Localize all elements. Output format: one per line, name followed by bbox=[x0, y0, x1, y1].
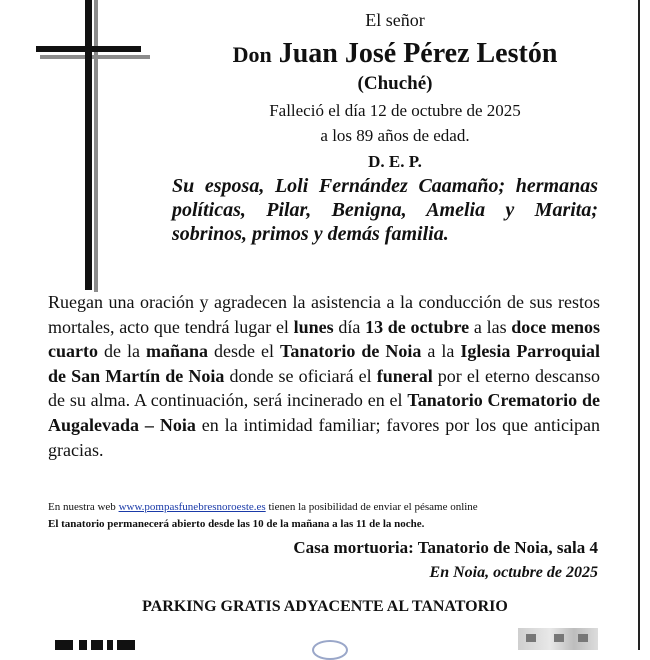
web-note-suffix: tienen la posibilidad de enviar el pésame online bbox=[265, 501, 478, 513]
opening-hours-note: El tanatorio permanecerá abierto desde las 10 de la mañana a las 11 de la noche. bbox=[48, 518, 425, 530]
body-run: Ruegan una oración y agradecen la asistencia a la conducción de sus restos mortales, acto que tendrá lugar el bbox=[48, 292, 600, 337]
cross-dark-vertical bbox=[85, 0, 92, 290]
death-date: Falleció el día 12 de octubre de 2025 bbox=[269, 101, 521, 120]
cross-icon bbox=[0, 0, 160, 300]
body-run: en la intimidad familiar; favores por los que anticipan gracias. bbox=[48, 414, 600, 460]
cross-gray-vertical bbox=[94, 0, 98, 292]
body-emphasis: 13 de octubre bbox=[365, 316, 470, 337]
photo-thumbnail bbox=[518, 628, 598, 650]
cross-gray-horizontal bbox=[40, 55, 150, 59]
honorific: Don bbox=[232, 42, 272, 67]
age: a los 89 años de edad. bbox=[320, 126, 470, 145]
body-run: de la bbox=[97, 341, 146, 362]
website-link[interactable]: www.pompasfunebresnoroeste.es bbox=[118, 501, 266, 513]
pre-title: El señor bbox=[365, 10, 425, 30]
body-emphasis: lunes bbox=[293, 316, 334, 337]
dep: D. E. P. bbox=[368, 152, 422, 171]
qr-code-icon bbox=[55, 638, 137, 650]
full-name: Juan José Pérez Lestón bbox=[278, 38, 558, 69]
body-emphasis: Tanatorio Crematorio de Augalevada – Noia bbox=[48, 390, 600, 435]
web-note-prefix: En nuestra web bbox=[48, 501, 119, 513]
body-text bbox=[48, 290, 600, 462]
place-date: En Noia, octubre de 2025 bbox=[429, 564, 598, 581]
body-run: donde se oficiará el bbox=[224, 365, 377, 386]
deceased-name bbox=[160, 38, 630, 70]
body-emphasis: Tanatorio de Noia bbox=[279, 341, 422, 362]
body-run: día bbox=[333, 316, 366, 337]
seal-logo-icon bbox=[312, 640, 348, 660]
cross-dark-horizontal bbox=[36, 46, 141, 52]
family-list: Su esposa, Loli Fernández Caamaño; hermanas políticas, Pilar, Benigna, Amelia y Marita; sobrinos, primos y demás familia. bbox=[172, 175, 598, 245]
body-emphasis: doce menos cuarto bbox=[48, 316, 600, 362]
page-border bbox=[638, 0, 640, 650]
nickname: (Chuché) bbox=[357, 73, 433, 94]
body-emphasis: mañana bbox=[145, 341, 208, 362]
web-note bbox=[48, 501, 608, 513]
body-run: desde el bbox=[207, 341, 280, 362]
body-run: a la bbox=[421, 341, 461, 362]
body-run: a las bbox=[469, 316, 512, 337]
parking-notice: PARKING GRATIS ADYACENTE AL TANATORIO bbox=[142, 598, 508, 615]
body-emphasis: Iglesia Parroquial de San Martín de Noia bbox=[48, 341, 600, 386]
body-emphasis: funeral bbox=[376, 365, 433, 386]
body-run: por el eterno descanso de su alma. A continuación, será incinerado en el bbox=[48, 365, 600, 411]
casa-mortuoria: Casa mortuoria: Tanatorio de Noia, sala 4 bbox=[293, 538, 598, 557]
